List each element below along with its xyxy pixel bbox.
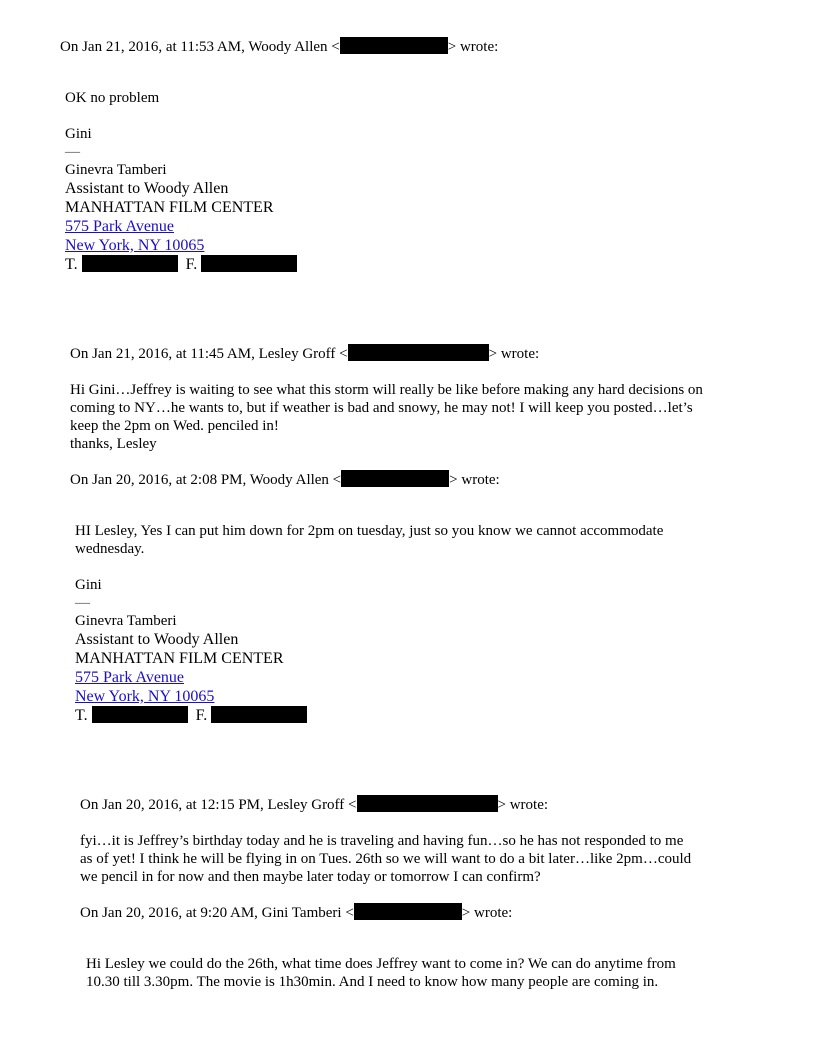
email-5 <box>80 903 800 922</box>
signature-title: Assistant to Woody Allen <box>65 180 229 197</box>
fax-label: F. <box>185 256 198 273</box>
redacted-fax <box>201 255 297 272</box>
message-line: wednesday. <box>75 541 145 557</box>
header-prefix: On Jan 21, 2016, at 11:45 AM, Lesley Groff < <box>70 346 348 362</box>
signature-dash: — <box>65 144 80 160</box>
header-suffix: > wrote: <box>488 346 540 362</box>
header-prefix: On Jan 21, 2016, at 11:53 AM, Woody Allen < <box>60 39 340 55</box>
message-body <box>70 381 770 453</box>
fax-label: F. <box>195 707 208 724</box>
message-line: HI Lesley, Yes I can put him down for 2pm on tuesday, just so you know we cannot accommodate <box>75 523 664 539</box>
header-suffix: > wrote: <box>461 905 513 921</box>
message-line: Hi Gini…Jeffrey is waiting to see what this storm will really be like before making any hard decisions on <box>70 382 703 398</box>
signature-dash: — <box>75 595 90 611</box>
header-prefix: On Jan 20, 2016, at 2:08 PM, Woody Allen < <box>70 472 342 488</box>
email-5-body <box>86 955 806 991</box>
header-suffix: > wrote: <box>447 39 499 55</box>
signature-company: MANHATTAN FILM CENTER <box>65 199 274 216</box>
email-3-body <box>75 522 795 725</box>
signature-title: Assistant to Woody Allen <box>75 631 239 648</box>
phone-fax-line <box>75 706 795 725</box>
redacted-email <box>348 344 489 361</box>
email-header <box>60 37 780 56</box>
address-street-link[interactable]: 575 Park Avenue <box>75 669 185 686</box>
message-line: as of yet! I think he will be flying in on Tues. 26th so we will want to do a bit later…like 2pm…could <box>80 851 692 867</box>
email-1-body <box>65 89 785 274</box>
redacted-phone <box>82 255 178 272</box>
message-line: we pencil in for now and then maybe later today or tomorrow I can confirm? <box>80 869 541 885</box>
message-line: 10.30 till 3.30pm. The movie is 1h30min. And I need to know how many people are coming in. <box>86 974 659 990</box>
email-2 <box>70 344 770 453</box>
email-header <box>70 344 770 363</box>
email-header <box>80 795 800 814</box>
redacted-email <box>357 795 498 812</box>
header-suffix: > wrote: <box>449 472 500 488</box>
phone-fax-line <box>65 255 785 274</box>
message-line: coming to NY…he wants to, but if weather is bad and snowy, he may not! I will keep you posted…let’s <box>70 400 693 416</box>
message-body <box>80 832 800 886</box>
message-line: keep the 2pm on Wed. penciled in! <box>70 418 279 434</box>
header-suffix: > wrote: <box>497 797 549 813</box>
tel-label: T. <box>75 707 88 724</box>
header-prefix: On Jan 20, 2016, at 12:15 PM, Lesley Groff < <box>80 797 357 813</box>
signature-company: MANHATTAN FILM CENTER <box>75 650 284 667</box>
email-4 <box>80 795 800 886</box>
signature-name: Ginevra Tamberi <box>75 613 177 629</box>
message-line: Hi Lesley we could do the 26th, what time does Jeffrey want to come in? We can do anytime from <box>86 956 676 972</box>
message-line: thanks, Lesley <box>70 436 157 452</box>
signature-sign: Gini <box>75 577 102 593</box>
address-street-link[interactable]: 575 Park Avenue <box>65 218 175 235</box>
address-city-link[interactable]: New York, NY 10065 <box>75 688 215 705</box>
message-line: fyi…it is Jeffrey’s birthday today and he is traveling and having fun…so he has not responded to me <box>80 833 684 849</box>
redacted-fax <box>211 706 307 723</box>
redacted-email <box>340 37 448 54</box>
redacted-email <box>341 470 449 487</box>
address-city-link[interactable]: New York, NY 10065 <box>65 237 205 254</box>
email-header <box>80 903 800 922</box>
email-header <box>70 470 790 489</box>
redacted-phone <box>92 706 188 723</box>
signature-sign: Gini <box>65 126 92 142</box>
tel-label: T. <box>65 256 78 273</box>
redacted-email <box>354 903 462 920</box>
email-3 <box>70 470 790 489</box>
header-prefix: On Jan 20, 2016, at 9:20 AM, Gini Tamberi < <box>80 905 354 921</box>
email-1 <box>60 37 780 56</box>
signature-name: Ginevra Tamberi <box>65 162 167 178</box>
message-text: OK no problem <box>65 90 160 106</box>
